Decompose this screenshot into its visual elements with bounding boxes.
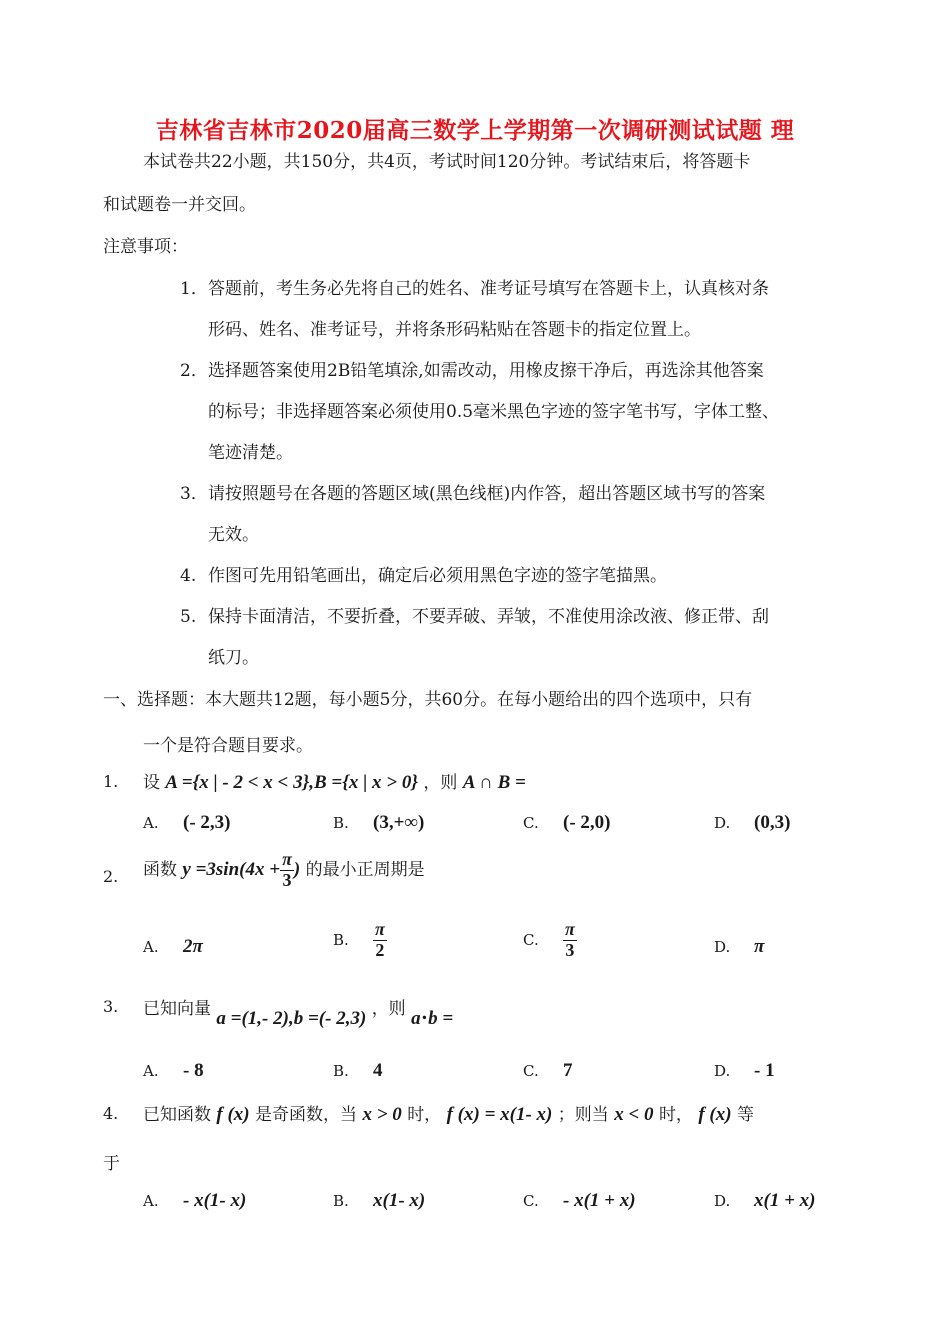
- notice-heading: 注意事项：: [103, 237, 188, 257]
- question-text: 时，: [658, 1105, 693, 1125]
- option-letter: B.: [333, 931, 349, 950]
- notice-text: 答题前，考生务必先将自己的姓名、准考证号填写在答题卡上，认真核对条: [208, 279, 769, 299]
- question-number: 2.: [103, 867, 119, 886]
- option-c: [523, 1060, 573, 1082]
- math-expression: A ∩ B =: [462, 772, 526, 793]
- notice-item-2-cont: 的标号；非选择题答案必须使用0.5毫米黑色字迹的签字笔书写，字体工整、: [208, 402, 780, 422]
- option-letter: C.: [523, 1062, 539, 1080]
- option-value: - 8: [183, 1060, 204, 1081]
- intro-text-line2: 和试题卷一并交回。: [103, 195, 256, 215]
- question-4-wrap: 于: [103, 1154, 120, 1174]
- fraction: [280, 850, 294, 891]
- option-letter: B.: [333, 814, 349, 832]
- notice-item-4: [180, 561, 667, 586]
- question-text: 是奇函数，当: [255, 1105, 358, 1125]
- option-a: [143, 1060, 204, 1082]
- option-letter: D.: [714, 1062, 731, 1080]
- option-value: 2π: [183, 936, 203, 957]
- math-expression: y =3sin(4x +: [182, 858, 281, 880]
- question-text: 设: [143, 773, 160, 793]
- option-letter: D.: [714, 938, 731, 956]
- question-text: 已知函数: [143, 1105, 211, 1125]
- option-value: - 1: [754, 1060, 775, 1081]
- question-number: 4.: [103, 1104, 119, 1123]
- option-letter: D.: [714, 1192, 731, 1210]
- section-heading-cont: 一个是符合题目要求。: [143, 736, 313, 756]
- math-expression: ): [293, 858, 301, 880]
- option-letter: A.: [143, 938, 159, 956]
- question-1-stem: [143, 768, 526, 794]
- question-3-stem: [143, 994, 454, 1029]
- option-value: π: [754, 936, 765, 957]
- option-d: [714, 812, 790, 834]
- math-expression: A ={x | - 2 < x < 3},B ={x | x > 0}: [165, 772, 418, 793]
- notice-text: 保持卡面清洁，不要折叠，不要弄破、弄皱，不准使用涂改液、修正带、刮: [208, 607, 769, 627]
- fraction-numerator: π: [565, 919, 575, 939]
- notice-item-2: [180, 356, 764, 381]
- option-value: (0,3): [754, 812, 791, 833]
- option-letter: A.: [143, 1192, 159, 1210]
- notice-item-1: [180, 274, 769, 299]
- section-heading: 一、选择题：本大题共12题，每小题5分，共60分。在每小题给出的四个选项中，只有: [103, 690, 753, 710]
- option-d: [714, 1190, 815, 1212]
- option-value: x(1- x): [373, 1190, 426, 1211]
- option-a: [143, 1190, 246, 1212]
- question-text: ，则: [371, 999, 406, 1019]
- math-expression: f (x) = x(1- x): [446, 1104, 553, 1125]
- notice-text: 作图可先用铅笔画出，确定后必须用黑色字迹的签字笔描黑。: [208, 566, 667, 586]
- notice-item-3: [180, 479, 765, 504]
- option-d: [714, 1060, 775, 1082]
- option-b: [333, 1060, 383, 1082]
- question-4-stem: [143, 1100, 754, 1126]
- notice-text: 选择题答案使用2B铅笔填涂,如需改动，用橡皮擦干净后，再选涂其他答案: [208, 361, 764, 381]
- intro-text-line1: 本试卷共22小题，共150分，共4页，考试时间120分钟。考试结束后，将答题卡: [143, 152, 751, 172]
- fraction-numerator: π: [282, 849, 292, 869]
- notice-item-1-cont: 形码、姓名、准考证号，并将条形码粘贴在答题卡的指定位置上。: [208, 320, 701, 340]
- option-letter: C.: [523, 814, 539, 832]
- option-value: (- 2,0): [563, 812, 611, 833]
- option-value: (3,+∞): [373, 812, 425, 833]
- option-value: 7: [563, 1060, 573, 1081]
- math-expression: f (x): [698, 1104, 732, 1125]
- question-2-stem: [143, 850, 425, 891]
- math-expression: x > 0: [362, 1104, 402, 1125]
- option-value: (- 2,3): [183, 812, 231, 833]
- fraction: [373, 920, 387, 961]
- math-expression: x < 0: [614, 1104, 654, 1125]
- math-expression: a⋅b =: [411, 1008, 454, 1029]
- option-value: - x(1- x): [183, 1190, 247, 1211]
- notice-item-3-cont: 无效。: [208, 525, 259, 545]
- question-text: 等: [736, 1105, 754, 1125]
- option-letter: A.: [143, 1062, 159, 1080]
- option-value: x(1 + x): [754, 1190, 816, 1211]
- notice-number: 5.: [180, 607, 197, 627]
- option-letter: B.: [333, 1062, 349, 1080]
- question-text: 的最小正周期是: [305, 859, 425, 880]
- option-b: [333, 920, 387, 961]
- option-letter: C.: [523, 931, 539, 950]
- option-c: [523, 812, 610, 834]
- page-title: 吉林省吉林市2020届高三数学上学期第一次调研测试试题 理: [155, 117, 795, 144]
- option-letter: A.: [143, 814, 159, 832]
- notice-item-2-cont2: 笔迹清楚。: [208, 443, 293, 463]
- fraction-denominator: 3: [282, 869, 292, 890]
- option-letter: D.: [714, 814, 731, 832]
- notice-item-5: [180, 602, 769, 627]
- option-c: [523, 1190, 636, 1212]
- option-b: [333, 1190, 425, 1212]
- fraction-denominator: 2: [375, 939, 385, 960]
- notice-number: 4.: [180, 566, 197, 586]
- fraction: [563, 920, 577, 961]
- option-value: - x(1 + x): [563, 1190, 636, 1211]
- question-text: ，则: [423, 773, 458, 793]
- question-text: 函数: [143, 859, 177, 880]
- fraction-denominator: 3: [565, 939, 575, 960]
- question-number: 1.: [103, 772, 119, 791]
- notice-number: 3．: [180, 484, 208, 504]
- fraction-numerator: π: [375, 919, 385, 939]
- option-c: [523, 920, 577, 961]
- option-b: [333, 812, 424, 834]
- option-letter: B.: [333, 1192, 349, 1210]
- option-d: [714, 936, 764, 958]
- option-value: 4: [373, 1060, 383, 1081]
- math-expression: f (x): [216, 1104, 250, 1125]
- notice-number: 1．: [180, 279, 208, 299]
- math-expression: a =(1,- 2),b =(- 2,3): [216, 1008, 367, 1029]
- question-text: 已知向量: [143, 999, 211, 1019]
- option-a: [143, 812, 230, 834]
- question-number: 3.: [103, 997, 119, 1016]
- question-text: ；则当: [557, 1105, 609, 1125]
- notice-number: 2．: [180, 361, 208, 381]
- option-letter: C.: [523, 1192, 539, 1210]
- notice-item-5-cont: 纸刀。: [208, 648, 259, 668]
- question-text: 时，: [407, 1105, 442, 1125]
- option-a: [143, 936, 203, 958]
- notice-text: 请按照题号在各题的答题区域(黑色线框)内作答，超出答题区域书写的答案: [208, 484, 766, 504]
